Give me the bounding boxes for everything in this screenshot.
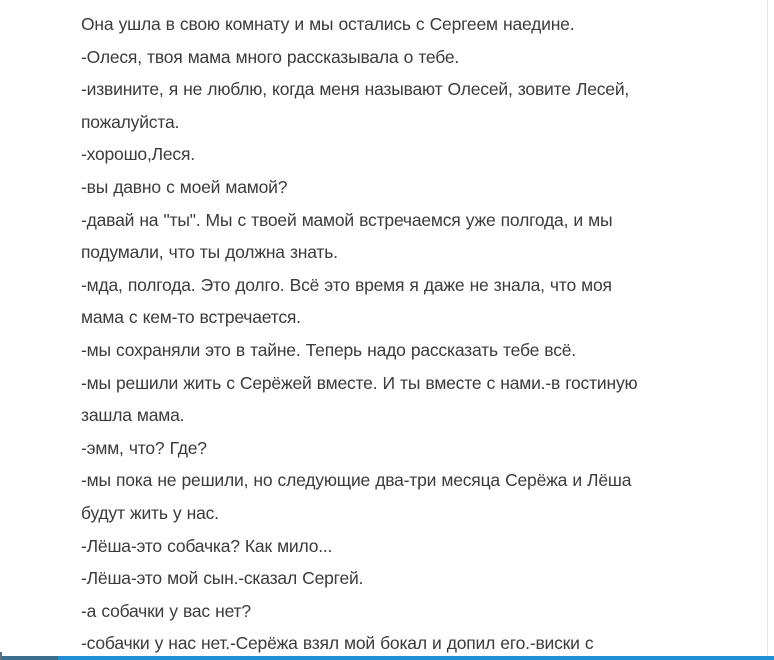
story-text — [81, 8, 741, 660]
text-line: -собачки у нас нет.-Серёжа взял мой бокал и допил его.-виски с — [81, 633, 594, 654]
text-line: -эмм, что? Где? — [81, 437, 207, 458]
text-line: -вы давно с моей мамой? — [81, 176, 288, 197]
text-line: подумали, что ты должна знать. — [81, 242, 338, 263]
taskbar-start-segment[interactable] — [0, 656, 58, 660]
text-line: -давай на "ты". Мы с твоей мамой встречаемся уже полгода, и мы — [81, 209, 613, 230]
text-line: будут жить у нас. — [81, 502, 219, 523]
text-line: -а собачки у вас нет? — [81, 600, 251, 621]
text-line: -мы сохраняли это в тайне. Теперь надо рассказать тебе всё. — [81, 339, 576, 360]
text-line: -Лёша-это собачка? Как мило... — [81, 535, 333, 556]
text-line: Она ушла в свою комнату и мы остались с Сергеем наедине. — [81, 14, 575, 34]
text-line: -Лёша-это мой сын.-сказал Сергей. — [81, 568, 364, 589]
text-line: -извините, я не люблю, когда меня называют Олесей, зовите Лесей, — [81, 79, 630, 100]
text-line: -мы решили жить с Серёжей вместе. И ты вместе с нами.-в гостиную — [81, 372, 638, 393]
text-line: -Олеся, твоя мама много рассказывала о тебе. — [81, 46, 460, 67]
text-line: мама с кем-то встречается. — [81, 307, 301, 328]
text-line: зашла мама. — [81, 405, 185, 426]
text-line: -хорошо,Леся. — [81, 144, 195, 165]
page-edge-divider — [767, 0, 768, 660]
text-line: -мы пока не решили, но следующие два-три месяца Серёжа и Лёша — [81, 470, 632, 491]
text-line: -мда, полгода. Это долго. Всё это время я даже не знала, что моя — [81, 274, 612, 295]
taskbar-strip[interactable] — [0, 656, 774, 660]
taskbar-edge — [0, 652, 2, 660]
text-line: пожалуйста. — [81, 111, 180, 132]
